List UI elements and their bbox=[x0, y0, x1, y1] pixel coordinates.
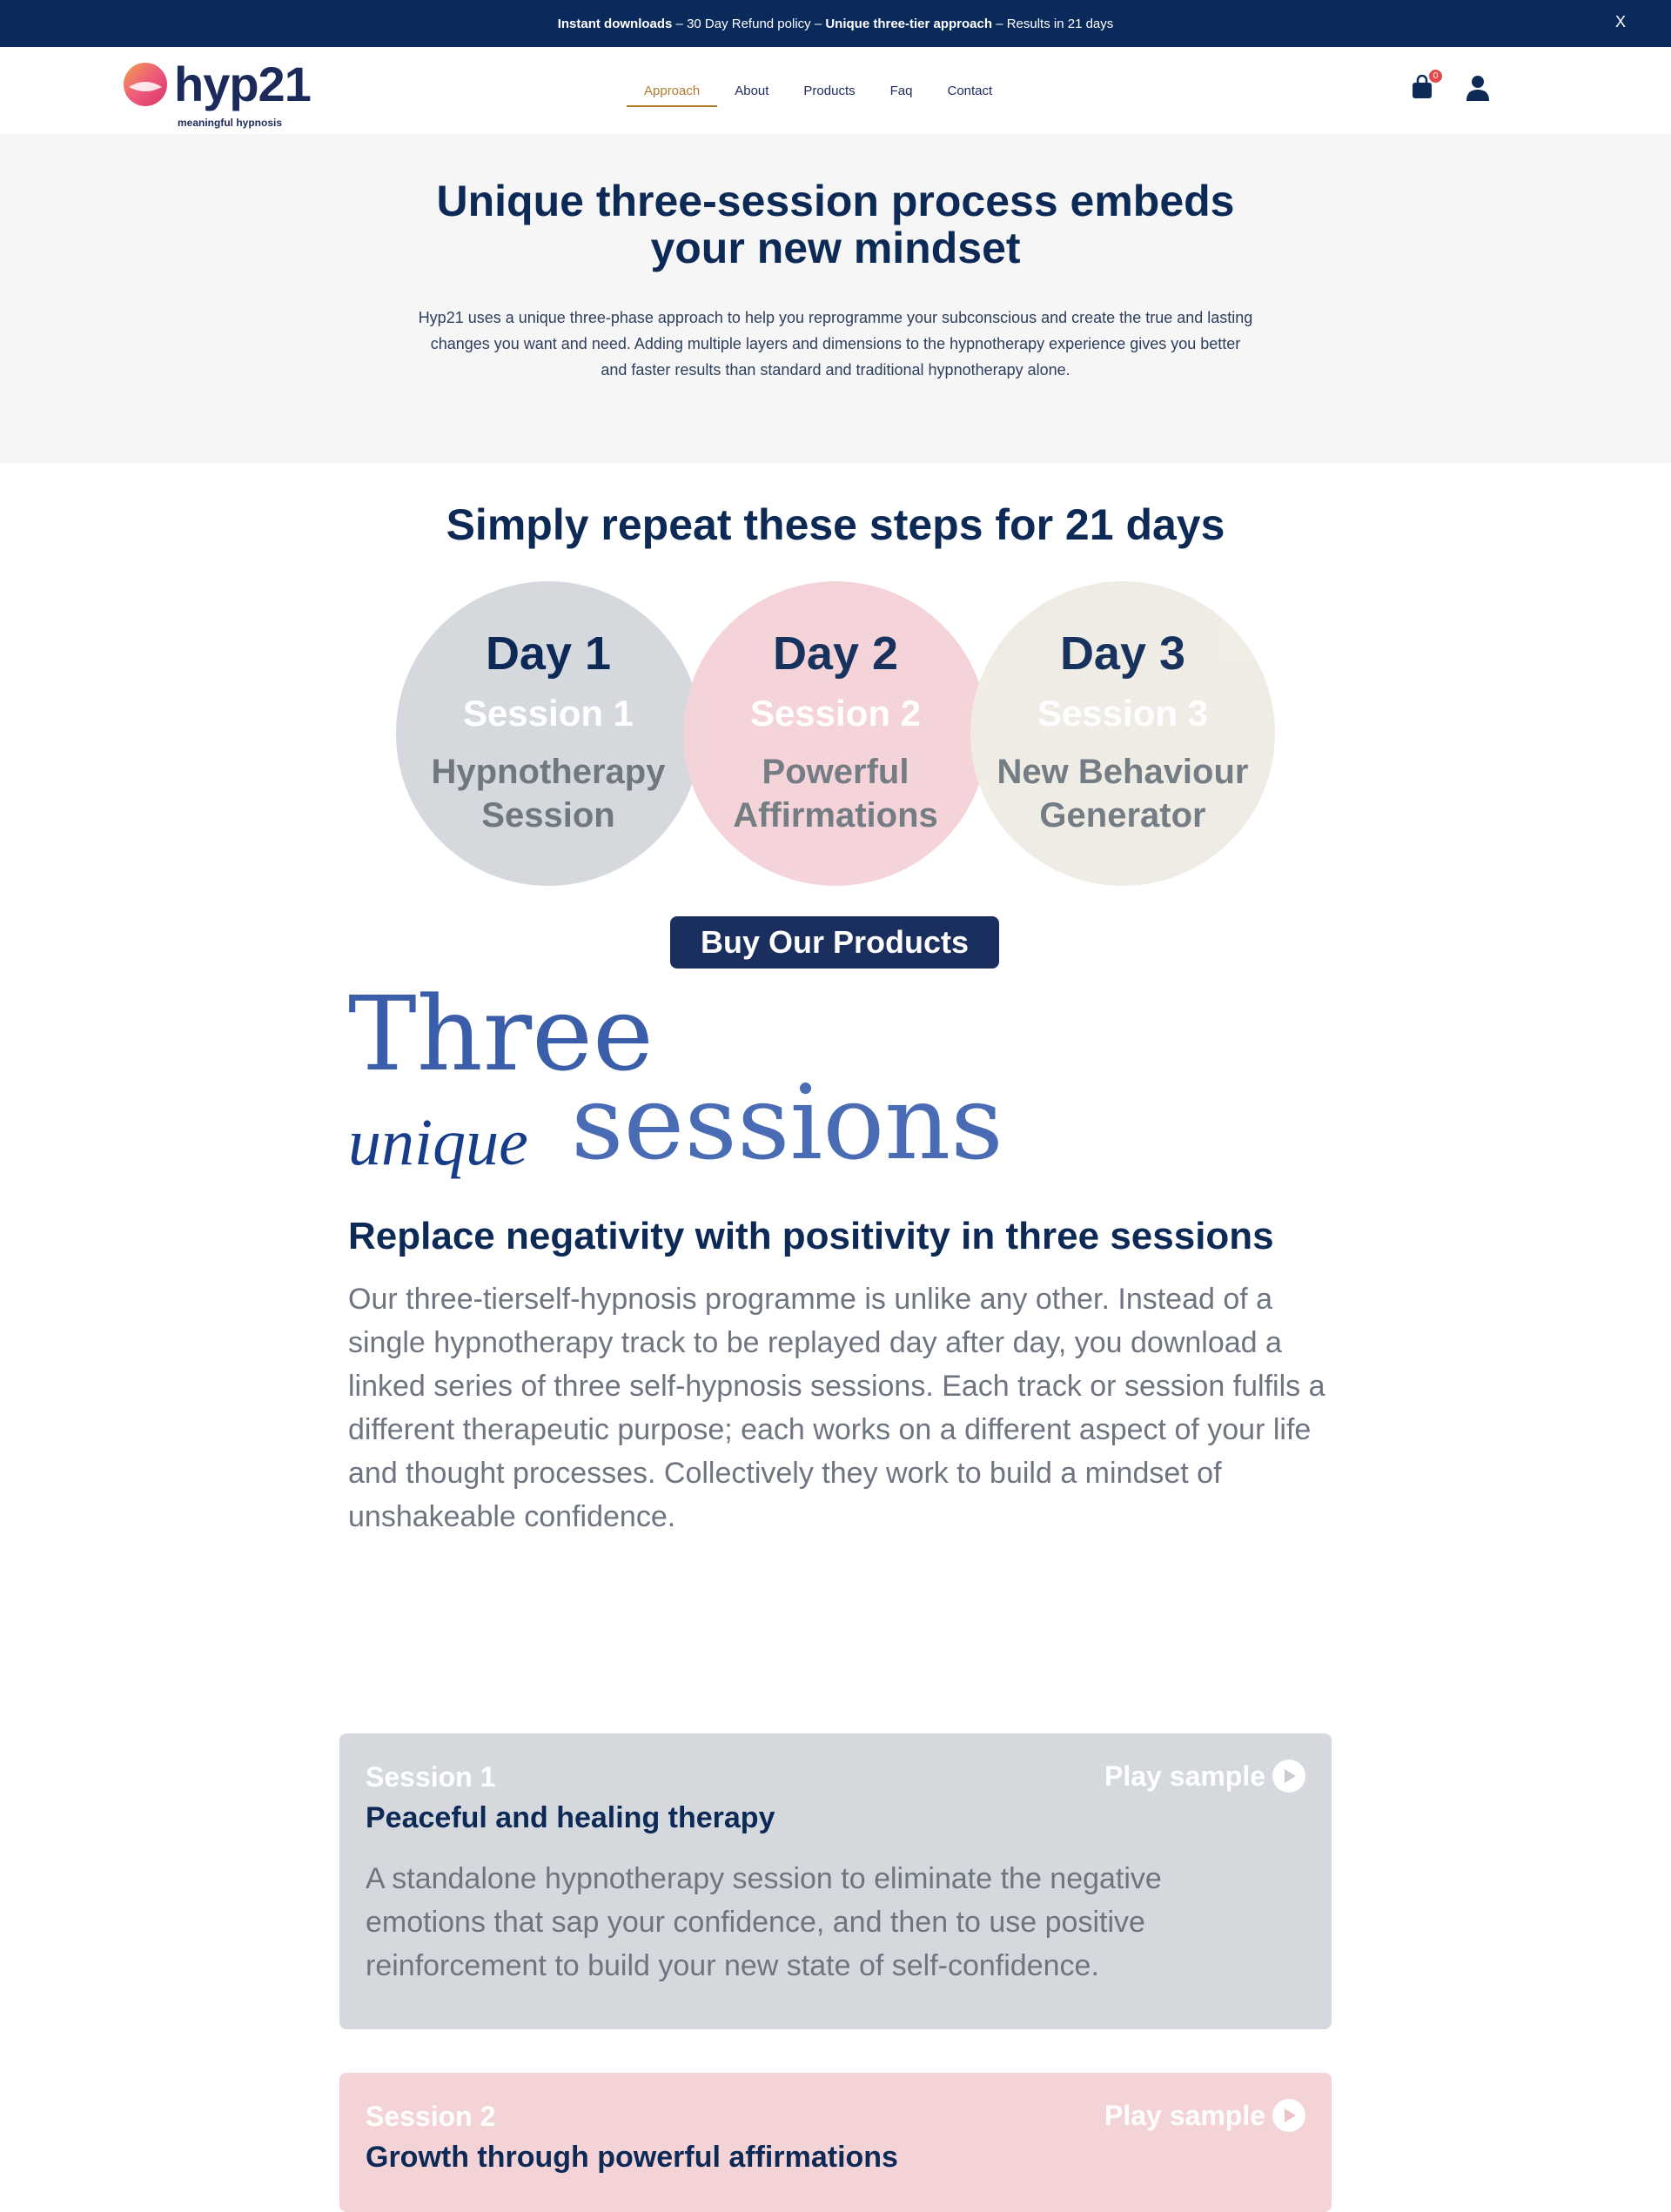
main-nav bbox=[627, 77, 1010, 107]
buy-products-button[interactable]: Buy Our Products bbox=[670, 916, 999, 969]
play-icon bbox=[1272, 2099, 1305, 2132]
heading-unique: unique bbox=[348, 1106, 528, 1179]
session-2-card bbox=[339, 2073, 1332, 2212]
heading-sessions: sessions bbox=[571, 1062, 1003, 1183]
announcement-approach: Unique three-tier approach bbox=[825, 16, 993, 31]
card-title: Peaceful and healing therapy bbox=[366, 1801, 775, 1834]
play-sample-button[interactable] bbox=[1104, 2099, 1305, 2132]
heading-three: Three bbox=[348, 974, 654, 1094]
intro-text: Hyp21 uses a unique three-phase approach to help you reprogramme your subconscious and create the true and lasting changes you want and need. Adding multiple layers and dimensions to the hypnotherapy experience gives you better and faster results than standard and traditional hypnotherapy alone. bbox=[418, 309, 1253, 379]
play-icon bbox=[1272, 1760, 1305, 1793]
close-announcement-button[interactable]: X bbox=[1614, 13, 1626, 30]
day-label: Day 2 bbox=[772, 627, 899, 680]
announcement-bar bbox=[0, 0, 1671, 47]
about-text: Our three-tierself-hypnosis programme is unlike any other. Instead of a single hypnotherapy track to be replayed day after day, you download a linked series of three self-hypnosis sessions. Each track or session fulfils a different therapeutic purpose; each works on a different aspect of your life and thought processes. Collectively they work to build a mindset of unshakeable confidence. bbox=[348, 1283, 1325, 1533]
play-sample-label: Play sample bbox=[1104, 1760, 1265, 1792]
session-1-card bbox=[339, 1733, 1332, 2029]
day-3-circle bbox=[970, 581, 1275, 886]
site-header bbox=[0, 47, 1671, 134]
intro-title: Unique three-session process embeds your new mindset bbox=[436, 177, 1235, 272]
nav-approach[interactable]: Approach bbox=[627, 77, 717, 107]
play-sample-label: Play sample bbox=[1104, 2099, 1265, 2131]
announcement-refund: – 30 Day Refund policy – bbox=[672, 16, 826, 31]
session-label: Session 3 bbox=[1037, 693, 1209, 734]
session-label: Session 1 bbox=[462, 693, 634, 734]
day-1-circle bbox=[396, 581, 701, 886]
logo-tagline: meaningful hypnosis bbox=[178, 117, 283, 129]
card-title: Growth through powerful affirmations bbox=[366, 2141, 898, 2174]
announcement-downloads: Instant downloads bbox=[557, 16, 673, 31]
card-session-label: Session 1 bbox=[366, 1761, 496, 1793]
cart-count-badge: 0 bbox=[1429, 70, 1442, 83]
card-description: A standalone hypnotherapy session to eliminate the negative emotions that sap your confidence, and then to use positive reinforcement to build your new state of self-confidence. bbox=[366, 1862, 1162, 1982]
logo[interactable] bbox=[122, 54, 311, 129]
logo-mark-icon bbox=[122, 61, 169, 108]
session-name: Powerful Affirmations bbox=[733, 753, 938, 835]
day-2-circle bbox=[683, 581, 988, 886]
session-name: Hypnotherapy Session bbox=[431, 753, 666, 835]
cart-button[interactable] bbox=[1412, 71, 1439, 104]
session-label: Session 2 bbox=[749, 693, 922, 734]
day-label: Day 1 bbox=[485, 627, 612, 680]
nav-contact[interactable]: Contact bbox=[947, 84, 993, 98]
steps-title: Simply repeat these steps for 21 days bbox=[446, 500, 1225, 549]
announcement-text bbox=[558, 17, 1114, 31]
day-label: Day 3 bbox=[1059, 627, 1186, 680]
session-name: New Behaviour Generator bbox=[997, 753, 1249, 835]
account-button[interactable] bbox=[1466, 75, 1490, 105]
user-icon bbox=[1466, 75, 1490, 101]
card-session-label: Session 2 bbox=[366, 2101, 496, 2132]
announcement-results: – Results in 21 days bbox=[992, 16, 1114, 31]
play-sample-button[interactable] bbox=[1104, 1760, 1305, 1793]
about-heading: Replace negativity with positivity in three sessions bbox=[348, 1215, 1274, 1257]
logo-word: hyp21 bbox=[174, 57, 311, 111]
nav-about[interactable]: About bbox=[735, 84, 769, 98]
intro-section bbox=[0, 134, 1671, 463]
nav-products[interactable]: Products bbox=[803, 84, 856, 98]
nav-faq[interactable]: Faq bbox=[889, 84, 913, 98]
